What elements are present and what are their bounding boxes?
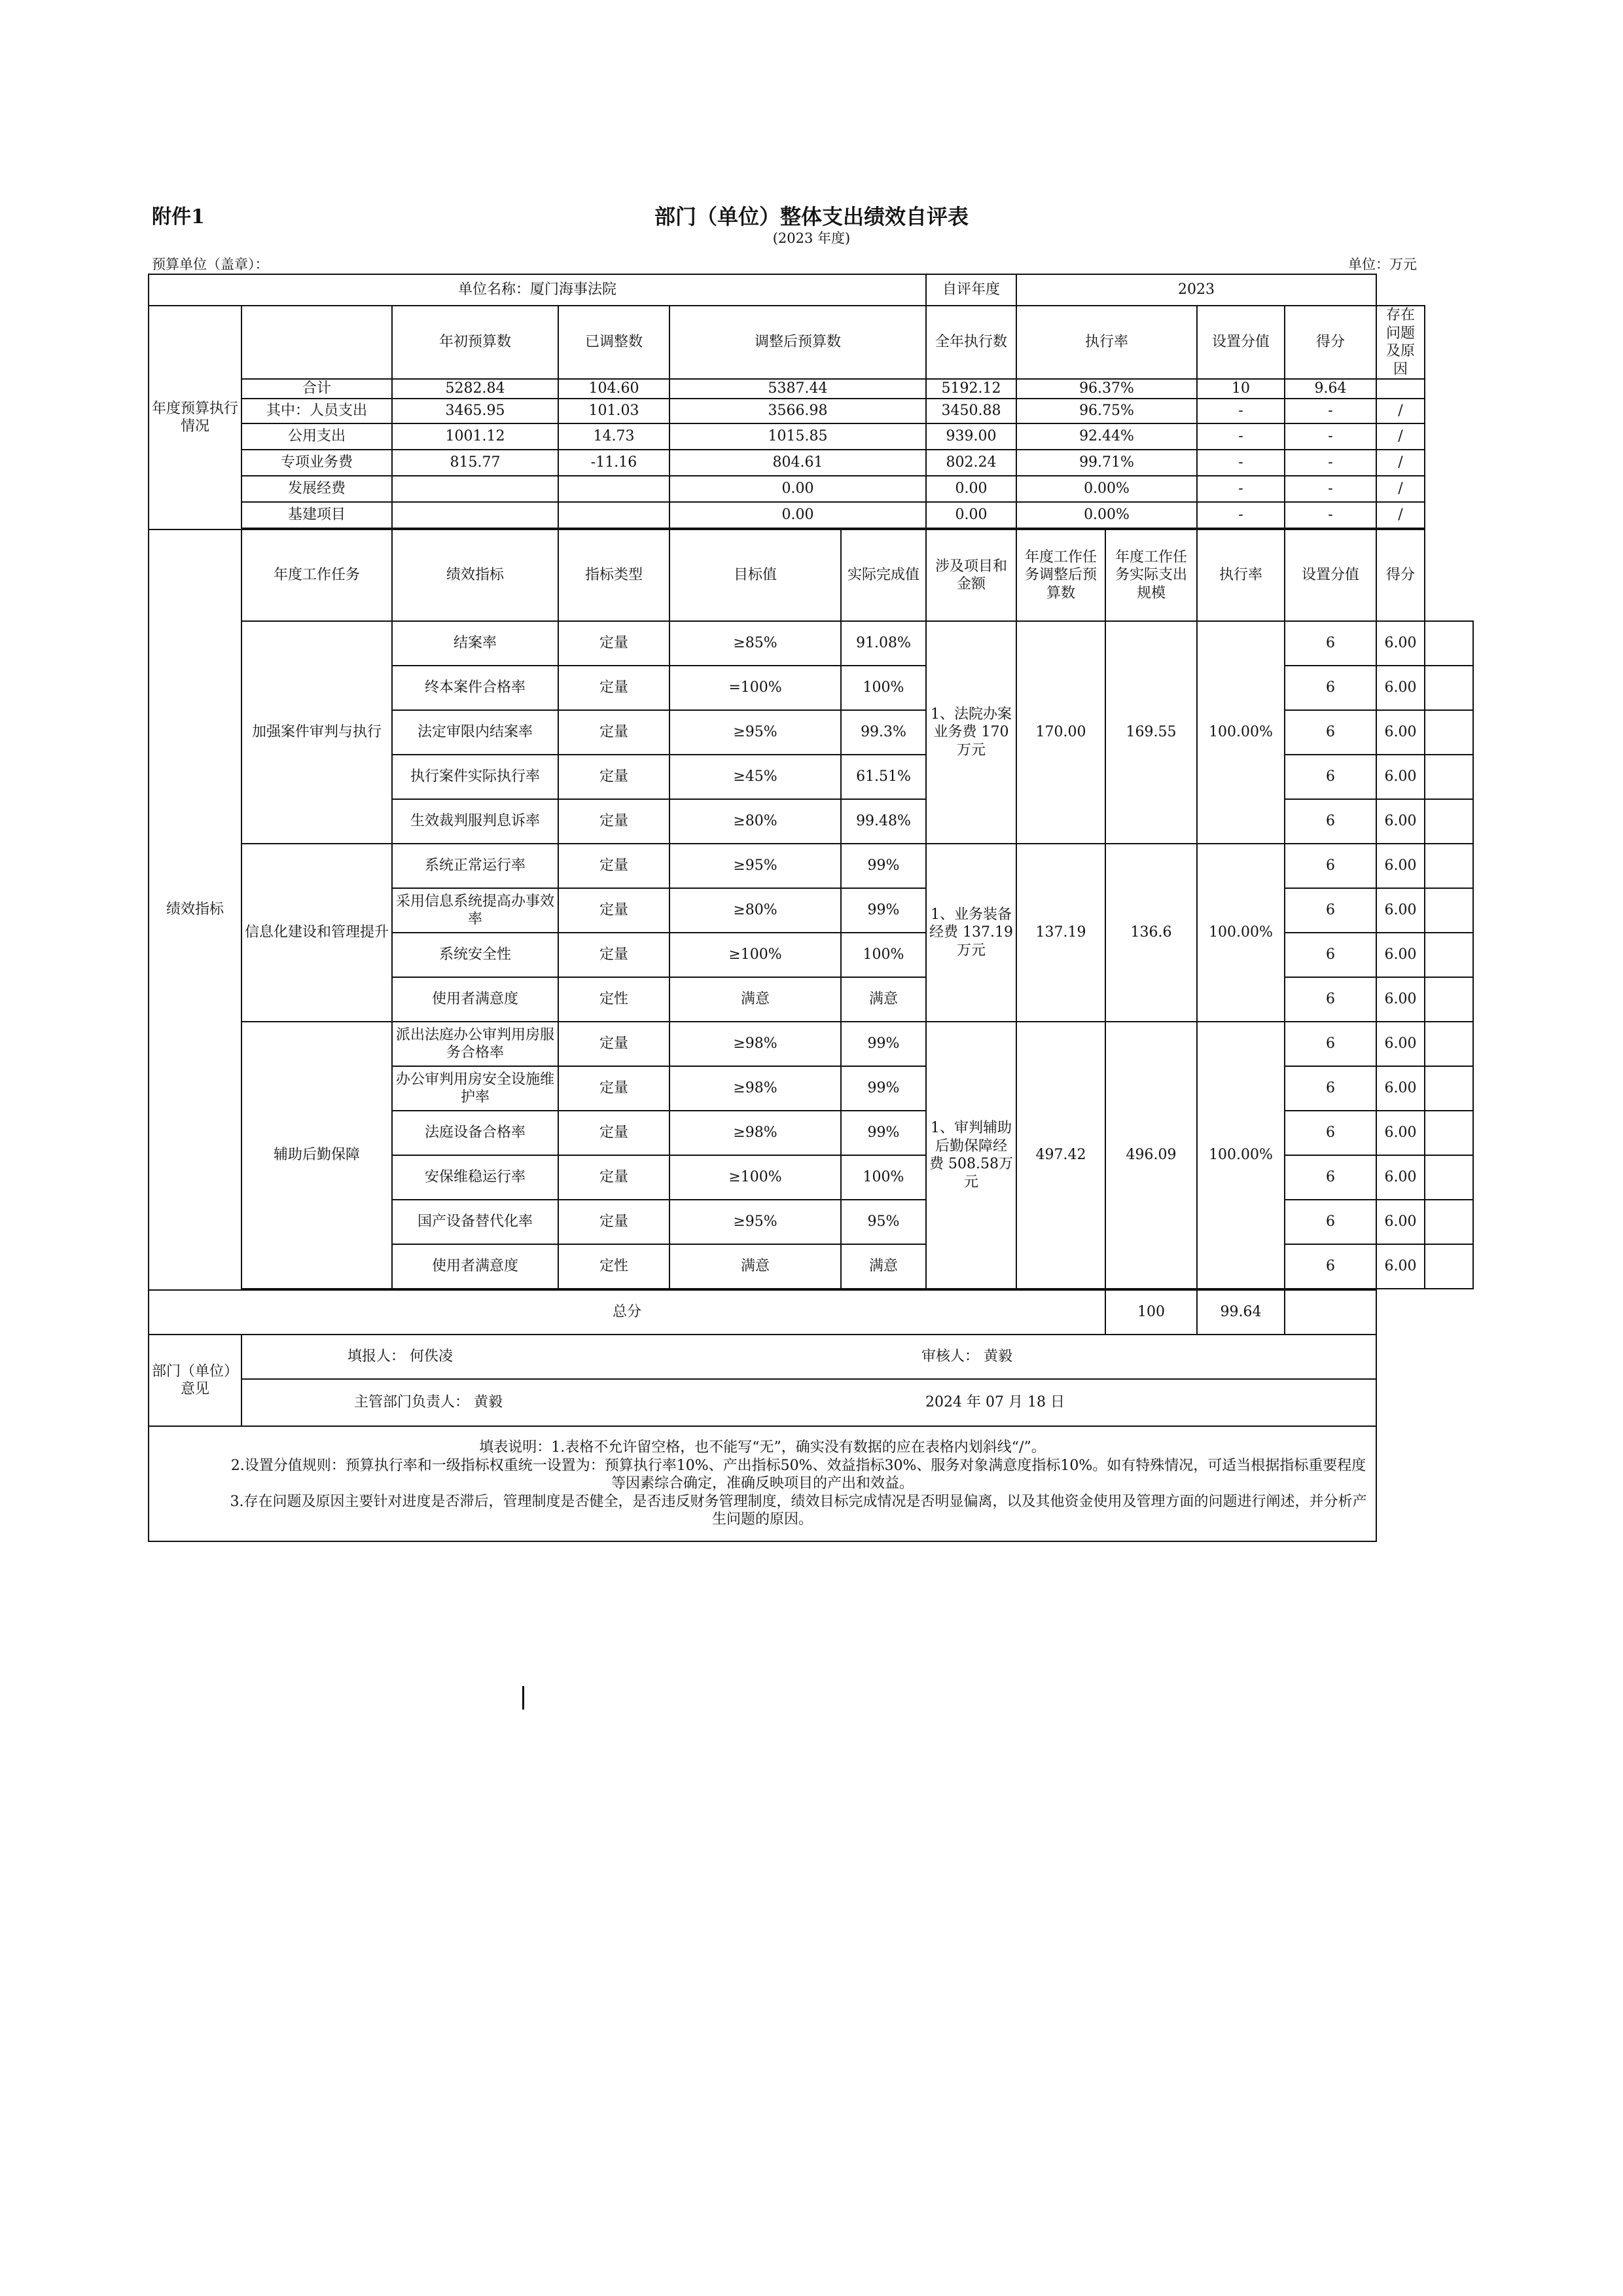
indicator-weight: 6 — [1285, 1022, 1376, 1066]
indicator-name: 结案率 — [392, 621, 558, 666]
budget-col-header: 调整后预算数 — [669, 306, 926, 379]
budget-cell: 3450.88 — [926, 399, 1016, 423]
filler: 填报人： 何佚凌 — [241, 1335, 558, 1379]
self-evaluation-table — [148, 274, 1474, 1542]
self-eval-year-value: 2023 — [1016, 274, 1376, 306]
perf-col-header: 执行率 — [1197, 529, 1285, 621]
indicator-type: 定量 — [558, 933, 669, 977]
budget-row-name: 合计 — [241, 379, 392, 399]
indicator-target: ≥45% — [669, 755, 841, 799]
indicator-type: 定性 — [558, 1244, 669, 1289]
note-line-2: 2.设置分值规则：预算执行率和一级指标权重统一设置为：预算执行率10%、产出指标50%、效益指标30%、服务对象满意度指标10%。如有特殊情况，可适当根据指标重要程度等因素综合确定，准确反映项目的产出和效益。 — [230, 1457, 1366, 1492]
note-line-1: 填表说明：1.表格不允许留空格，也不能写“无”，确实没有数据的应在表格内划斜线“/”。 — [479, 1439, 1046, 1456]
indicator-score: 6.00 — [1376, 888, 1425, 933]
perf-col-header: 年度工作任务实际支出规模 — [1105, 529, 1197, 621]
indicator-issue — [1425, 621, 1473, 666]
budget-col-header: 得分 — [1285, 306, 1376, 379]
indicator-weight: 6 — [1285, 666, 1376, 710]
director: 主管部门负责人： 黄毅 — [241, 1379, 615, 1426]
indicator-issue — [1425, 1022, 1473, 1066]
indicator-type: 定性 — [558, 977, 669, 1022]
budget-cell: 1015.85 — [669, 423, 926, 450]
indicator-issue — [1425, 710, 1473, 755]
budget-col-header: 已调整数 — [558, 306, 669, 379]
indicator-name: 办公审判用房安全设施维护率 — [392, 1066, 558, 1111]
budget-cell: - — [1285, 399, 1376, 423]
indicator-target: ≥85% — [669, 621, 841, 666]
budget-cell: 802.24 — [926, 450, 1016, 476]
indicator-actual: 99% — [841, 888, 926, 933]
indicator-name: 使用者满意度 — [392, 977, 558, 1022]
budget-cell: 96.37% — [1016, 379, 1197, 399]
task-budget: 170.00 — [1016, 621, 1105, 844]
perf-col-header: 设置分值 — [1285, 529, 1376, 621]
budget-cell: 804.61 — [669, 450, 926, 476]
indicator-score: 6.00 — [1376, 1066, 1425, 1111]
indicator-weight: 6 — [1285, 888, 1376, 933]
indicator-actual: 100% — [841, 933, 926, 977]
total-label: 总分 — [149, 1290, 1105, 1335]
perf-col-header: 指标类型 — [558, 529, 669, 621]
indicator-score: 6.00 — [1376, 799, 1425, 844]
indicator-weight: 6 — [1285, 1066, 1376, 1111]
indicator-score: 6.00 — [1376, 1111, 1425, 1155]
indicator-issue — [1425, 755, 1473, 799]
indicator-actual: 满意 — [841, 1244, 926, 1289]
task-budget: 497.42 — [1016, 1022, 1105, 1289]
text-cursor — [522, 1686, 524, 1710]
budget-cell: 9.64 — [1285, 379, 1376, 399]
budget-cell — [392, 502, 558, 528]
indicator-issue — [1425, 977, 1473, 1022]
task-budget: 137.19 — [1016, 844, 1105, 1022]
work-task: 加强案件审判与执行 — [241, 621, 392, 844]
money-unit-label: 单位：万元 — [1348, 257, 1417, 272]
budget-cell: / — [1376, 502, 1425, 528]
perf-col-header: 涉及项目和金额 — [926, 529, 1016, 621]
indicator-name: 法定审限内结案率 — [392, 710, 558, 755]
indicator-weight: 6 — [1285, 1111, 1376, 1155]
perf-col-header: 年度工作任务 — [241, 529, 392, 621]
indicator-actual: 99% — [841, 1022, 926, 1066]
budget-row-name: 基建项目 — [241, 502, 392, 528]
work-task: 辅助后勤保障 — [241, 1022, 392, 1289]
budget-row-name: 发展经费 — [241, 476, 392, 502]
budget-cell: - — [1197, 423, 1285, 450]
total-issue — [1285, 1290, 1376, 1335]
budget-unit-label: 预算单位（盖章）： — [152, 257, 269, 272]
note-line-3: 3.存在问题及原因主要针对进度是否滞后，管理制度是否健全，是否违反财务管理制度，绩效目标完成情况是否明显偏离，以及其他资金使用及管理方面的问题进行阐述，并分析产生问题的原因。 — [230, 1493, 1367, 1528]
indicator-issue — [1425, 1200, 1473, 1244]
budget-cell: - — [1285, 476, 1376, 502]
indicator-weight: 6 — [1285, 933, 1376, 977]
task-rate: 100.00% — [1197, 844, 1285, 1022]
indicator-weight: 6 — [1285, 1244, 1376, 1289]
indicator-target: 满意 — [669, 1244, 841, 1289]
indicator-type: 定量 — [558, 666, 669, 710]
performance-section-label: 绩效指标 — [149, 529, 241, 1290]
budget-cell: 5192.12 — [926, 379, 1016, 399]
indicator-score: 6.00 — [1376, 1200, 1425, 1244]
indicator-target: ≥95% — [669, 1200, 841, 1244]
indicator-score: 6.00 — [1376, 1022, 1425, 1066]
indicator-type: 定量 — [558, 1066, 669, 1111]
budget-cell: -11.16 — [558, 450, 669, 476]
budget-cell: 0.00 — [926, 502, 1016, 528]
indicator-issue — [1425, 799, 1473, 844]
budget-row-name: 公用支出 — [241, 423, 392, 450]
sign-date: 2024 年 07 月 18 日 — [615, 1379, 1376, 1426]
perf-col-header: 实际完成值 — [841, 529, 926, 621]
indicator-actual: 95% — [841, 1200, 926, 1244]
indicator-name: 生效裁判服判息诉率 — [392, 799, 558, 844]
indicator-name: 使用者满意度 — [392, 1244, 558, 1289]
budget-col-header: 存在问题及原因 — [1376, 306, 1425, 379]
budget-cell: - — [1197, 399, 1285, 423]
budget-cell: 0.00% — [1016, 502, 1197, 528]
attachment-label: 附件1 — [152, 206, 205, 228]
indicator-target: ≥98% — [669, 1066, 841, 1111]
indicator-type: 定量 — [558, 1022, 669, 1066]
budget-cell: - — [1197, 502, 1285, 528]
budget-cell: 104.60 — [558, 379, 669, 399]
budget-cell: / — [1376, 399, 1425, 423]
budget-cell: - — [1285, 423, 1376, 450]
reviewer: 审核人： 黄毅 — [558, 1335, 1376, 1379]
budget-cell: 815.77 — [392, 450, 558, 476]
budget-cell: 101.03 — [558, 399, 669, 423]
indicator-target: ≥100% — [669, 933, 841, 977]
total-score: 99.64 — [1197, 1290, 1285, 1335]
fill-instructions — [149, 1426, 1376, 1541]
indicator-issue — [1425, 1111, 1473, 1155]
indicator-weight: 6 — [1285, 710, 1376, 755]
indicator-issue — [1425, 844, 1473, 888]
indicator-name: 采用信息系统提高办事效率 — [392, 888, 558, 933]
task-rate: 100.00% — [1197, 621, 1285, 844]
indicator-issue — [1425, 1155, 1473, 1200]
indicator-type: 定量 — [558, 1111, 669, 1155]
indicator-issue — [1425, 1066, 1473, 1111]
budget-cell: 5387.44 — [669, 379, 926, 399]
indicator-type: 定量 — [558, 799, 669, 844]
budget-cell: / — [1376, 476, 1425, 502]
budget-cell: / — [1376, 450, 1425, 476]
indicator-name: 派出法庭办公审判用房服务合格率 — [392, 1022, 558, 1066]
indicator-target: =100% — [669, 666, 841, 710]
budget-cell — [558, 476, 669, 502]
indicator-weight: 6 — [1285, 755, 1376, 799]
indicator-score: 6.00 — [1376, 621, 1425, 666]
budget-cell: 0.00 — [926, 476, 1016, 502]
project-amount: 1、审判辅助后勤保障经费 508.58万元 — [926, 1022, 1016, 1289]
indicator-target: ≥100% — [669, 1155, 841, 1200]
perf-col-header: 年度工作任务调整后预算数 — [1016, 529, 1105, 621]
budget-cell: 5282.84 — [392, 379, 558, 399]
budget-cell: - — [1197, 450, 1285, 476]
indicator-score: 6.00 — [1376, 1155, 1425, 1200]
budget-cell: 99.71% — [1016, 450, 1197, 476]
task-spent: 136.6 — [1105, 844, 1197, 1022]
budget-cell: 10 — [1197, 379, 1285, 399]
budget-cell: 1001.12 — [392, 423, 558, 450]
indicator-name: 安保维稳运行率 — [392, 1155, 558, 1200]
indicator-actual: 99.3% — [841, 710, 926, 755]
budget-col-header: 全年执行数 — [926, 306, 1016, 379]
indicator-weight: 6 — [1285, 621, 1376, 666]
indicator-type: 定量 — [558, 621, 669, 666]
budget-cell: 92.44% — [1016, 423, 1197, 450]
work-task: 信息化建设和管理提升 — [241, 844, 392, 1022]
task-rate: 100.00% — [1197, 1022, 1285, 1289]
indicator-weight: 6 — [1285, 1200, 1376, 1244]
budget-col-header: 年初预算数 — [392, 306, 558, 379]
indicator-target: ≥80% — [669, 888, 841, 933]
indicator-target: ≥95% — [669, 844, 841, 888]
indicator-weight: 6 — [1285, 799, 1376, 844]
budget-cell — [1376, 379, 1425, 399]
budget-cell: 0.00 — [669, 502, 926, 528]
indicator-issue — [1425, 933, 1473, 977]
budget-col-header: 设置分值 — [1197, 306, 1285, 379]
project-amount: 1、法院办案业务费 170万元 — [926, 621, 1016, 844]
indicator-score: 6.00 — [1376, 933, 1425, 977]
indicator-issue — [1425, 666, 1473, 710]
indicator-actual: 61.51% — [841, 755, 926, 799]
indicator-name: 终本案件合格率 — [392, 666, 558, 710]
perf-col-header: 得分 — [1376, 529, 1425, 621]
perf-col-header: 绩效指标 — [392, 529, 558, 621]
indicator-weight: 6 — [1285, 844, 1376, 888]
indicator-score: 6.00 — [1376, 666, 1425, 710]
indicator-weight: 6 — [1285, 1155, 1376, 1200]
total-weight: 100 — [1105, 1290, 1197, 1335]
indicator-target: 满意 — [669, 977, 841, 1022]
indicator-type: 定量 — [558, 888, 669, 933]
budget-cell: - — [1197, 476, 1285, 502]
indicator-target: ≥95% — [669, 710, 841, 755]
budget-col-header: 执行率 — [1016, 306, 1197, 379]
indicator-actual: 99% — [841, 1066, 926, 1111]
opinion-label: 部门（单位）意见 — [149, 1335, 241, 1426]
budget-cell: 3465.95 — [392, 399, 558, 423]
budget-cell — [392, 476, 558, 502]
indicator-actual: 100% — [841, 666, 926, 710]
indicator-issue — [1425, 1244, 1473, 1289]
budget-cell: 939.00 — [926, 423, 1016, 450]
task-spent: 496.09 — [1105, 1022, 1197, 1289]
indicator-type: 定量 — [558, 844, 669, 888]
page-subtitle: (2023 年度) — [772, 230, 851, 246]
indicator-actual: 99% — [841, 844, 926, 888]
indicator-actual: 99% — [841, 1111, 926, 1155]
indicator-score: 6.00 — [1376, 977, 1425, 1022]
budget-cell: - — [1285, 502, 1376, 528]
indicator-type: 定量 — [558, 710, 669, 755]
budget-header-blank — [241, 306, 392, 379]
indicator-actual: 100% — [841, 1155, 926, 1200]
budget-cell: 14.73 — [558, 423, 669, 450]
indicator-name: 执行案件实际执行率 — [392, 755, 558, 799]
budget-cell: / — [1376, 423, 1425, 450]
indicator-actual: 99.48% — [841, 799, 926, 844]
budget-cell: 96.75% — [1016, 399, 1197, 423]
budget-row-name: 其中：人员支出 — [241, 399, 392, 423]
budget-row-name: 专项业务费 — [241, 450, 392, 476]
indicator-type: 定量 — [558, 755, 669, 799]
indicator-name: 国产设备替代化率 — [392, 1200, 558, 1244]
self-eval-year-label: 自评年度 — [926, 274, 1016, 306]
indicator-target: ≥98% — [669, 1111, 841, 1155]
budget-cell: 3566.98 — [669, 399, 926, 423]
indicator-score: 6.00 — [1376, 1244, 1425, 1289]
indicator-name: 系统安全性 — [392, 933, 558, 977]
budget-cell — [558, 502, 669, 528]
indicator-target: ≥98% — [669, 1022, 841, 1066]
budget-cell: 0.00% — [1016, 476, 1197, 502]
page-title: 部门（单位）整体支出绩效自评表 — [654, 204, 969, 229]
indicator-weight: 6 — [1285, 977, 1376, 1022]
indicator-score: 6.00 — [1376, 844, 1425, 888]
indicator-name: 法庭设备合格率 — [392, 1111, 558, 1155]
project-amount: 1、业务装备经费 137.19万元 — [926, 844, 1016, 1022]
budget-section-label: 年度预算执行情况 — [149, 306, 241, 529]
budget-cell: 0.00 — [669, 476, 926, 502]
unit-name: 单位名称：厦门海事法院 — [149, 274, 926, 306]
indicator-actual: 91.08% — [841, 621, 926, 666]
task-spent: 169.55 — [1105, 621, 1197, 844]
budget-cell: - — [1285, 450, 1376, 476]
indicator-target: ≥80% — [669, 799, 841, 844]
indicator-score: 6.00 — [1376, 710, 1425, 755]
indicator-type: 定量 — [558, 1200, 669, 1244]
indicator-actual: 满意 — [841, 977, 926, 1022]
indicator-issue — [1425, 888, 1473, 933]
perf-col-header: 目标值 — [669, 529, 841, 621]
indicator-score: 6.00 — [1376, 755, 1425, 799]
indicator-name: 系统正常运行率 — [392, 844, 558, 888]
indicator-type: 定量 — [558, 1155, 669, 1200]
